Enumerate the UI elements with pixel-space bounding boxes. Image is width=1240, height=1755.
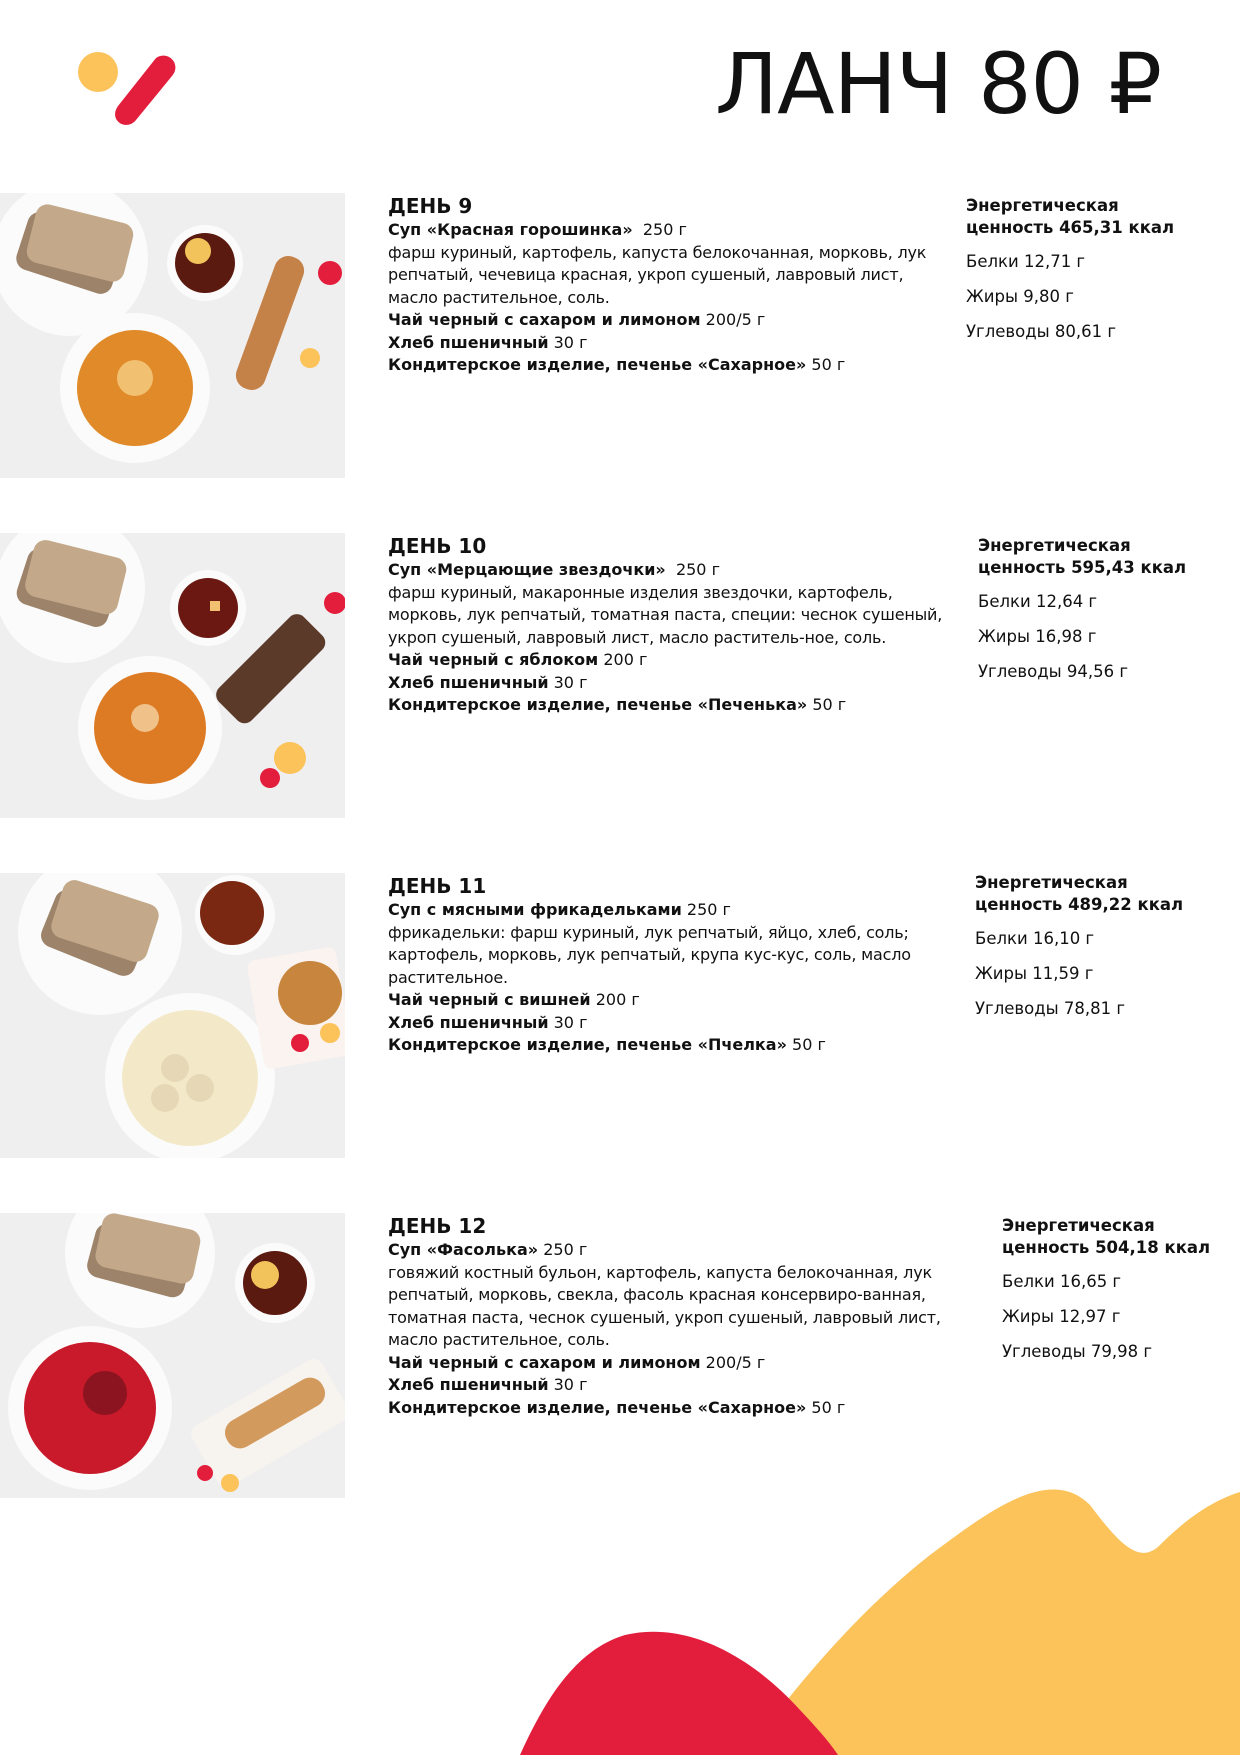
day-section xyxy=(0,193,1240,478)
energy-kcal: ценность 489,22 ккал xyxy=(975,895,1184,914)
page-title: ЛАНЧ 80 ₽ xyxy=(715,35,1162,133)
proteins: Белки 12,71 г xyxy=(966,252,1086,271)
menu-description xyxy=(388,1213,948,1419)
soup-weight: 250 г xyxy=(675,560,720,579)
ingredients-text: говяжий костный бульон, картофель, капуста белокочанная, лук репчатый, морковь, свекла, фасоль красная консервиро-ванная, томатная паста, чеснок сушеный, укроп сушеный, лавровый лист, масло растительное, соль. xyxy=(388,1262,941,1349)
ingredients-text: фарш куриный, картофель, капуста белокочанная, морковь, лук репчатый, чечевица красная, укроп сушеный, лавровый лист, масло растительное, соль. xyxy=(388,242,927,307)
day-section xyxy=(0,533,1240,818)
day-title: ДЕНЬ 9 xyxy=(388,194,473,218)
drink-name: Чай черный с яблоком xyxy=(388,650,599,669)
carbs: Углеводы 80,61 г xyxy=(966,322,1117,341)
day-section xyxy=(0,1213,1240,1498)
day-title: ДЕНЬ 11 xyxy=(388,874,487,898)
dessert-weight: 50 г xyxy=(811,1397,846,1417)
menu-description xyxy=(388,873,948,1057)
carbs: Углеводы 94,56 г xyxy=(978,662,1129,681)
dessert-line xyxy=(388,354,948,377)
soup-line xyxy=(388,559,948,582)
bread-name: Хлеб пшеничный xyxy=(388,1375,549,1394)
drink-name: Чай черный с вишней xyxy=(388,990,591,1009)
fats: Жиры 11,59 г xyxy=(975,964,1094,983)
decorative-waves xyxy=(0,1470,1240,1755)
drink-line xyxy=(388,649,948,672)
soup-line xyxy=(388,1239,948,1262)
brand-logo xyxy=(78,50,178,130)
ingredients-text: фрикадельки: фарш куриный, лук репчатый, яйцо, хлеб, соль; картофель, морковь, лук репчатый, крупа кус-кус, соль, масло растительное. xyxy=(388,922,911,987)
bread-line xyxy=(388,1374,948,1397)
carbs: Углеводы 79,98 г xyxy=(1002,1342,1153,1361)
day-title: ДЕНЬ 10 xyxy=(388,534,487,558)
drink-weight: 200/5 г xyxy=(705,1352,766,1372)
bread-weight: 30 г xyxy=(553,1012,588,1032)
dessert-name: Кондитерское изделие, печенье «Сахарное» xyxy=(388,1397,807,1417)
proteins: Белки 16,65 г xyxy=(1002,1272,1122,1291)
soup-weight: 250 г xyxy=(543,1240,588,1259)
soup-weight: 250 г xyxy=(642,220,687,239)
bread-name: Хлеб пшеничный xyxy=(388,1012,549,1032)
meal-photo xyxy=(0,1213,345,1498)
energy-label: Энергетическая xyxy=(978,536,1131,555)
bread-weight: 30 г xyxy=(553,1375,588,1394)
bread-name: Хлеб пшеничный xyxy=(388,672,549,692)
soup-name: Суп «Мерцающие звездочки» xyxy=(388,560,666,579)
carbs: Углеводы 78,81 г xyxy=(975,999,1126,1018)
fats: Жиры 9,80 г xyxy=(966,287,1074,306)
meal-photo xyxy=(0,193,345,478)
energy-value xyxy=(966,195,1226,239)
soup-line xyxy=(388,899,948,922)
bread-line xyxy=(388,332,948,355)
drink-line xyxy=(388,989,948,1012)
drink-line xyxy=(388,1352,948,1375)
energy-kcal: ценность 595,43 ккал xyxy=(978,558,1187,577)
energy-label: Энергетическая xyxy=(975,873,1128,892)
menu-description xyxy=(388,533,948,717)
menu-description xyxy=(388,193,948,377)
energy-value xyxy=(975,872,1235,916)
day-title: ДЕНЬ 12 xyxy=(388,1214,487,1238)
dessert-name: Кондитерское изделие, печенье «Пчелка» xyxy=(388,1035,787,1054)
nutrition-panel xyxy=(978,535,1238,695)
dessert-weight: 50 г xyxy=(812,695,847,714)
energy-value xyxy=(978,535,1238,579)
fats: Жиры 12,97 г xyxy=(1002,1307,1121,1326)
proteins: Белки 16,10 г xyxy=(975,929,1095,948)
bread-weight: 30 г xyxy=(553,332,588,352)
energy-value xyxy=(1002,1215,1240,1259)
soup-name: Суп «Красная горошинка» xyxy=(388,220,633,239)
nutrition-panel xyxy=(1002,1215,1240,1375)
energy-kcal: ценность 504,18 ккал xyxy=(1002,1238,1211,1257)
dessert-weight: 50 г xyxy=(792,1035,826,1054)
soup-line xyxy=(388,219,948,242)
soup-weight: 250 г xyxy=(686,900,731,919)
dessert-weight: 50 г xyxy=(811,355,846,374)
drink-weight: 200 г xyxy=(603,650,648,669)
energy-kcal: ценность 465,31 ккал xyxy=(966,218,1175,237)
bread-weight: 30 г xyxy=(553,672,588,692)
dessert-line xyxy=(388,1034,948,1057)
bread-name: Хлеб пшеничный xyxy=(388,332,549,352)
dessert-line xyxy=(388,694,948,717)
soup-name: Суп с мясными фрикадельками xyxy=(388,900,682,919)
nutrition-panel xyxy=(966,195,1226,355)
drink-weight: 200 г xyxy=(595,990,640,1009)
meal-photo xyxy=(0,873,345,1158)
energy-label: Энергетическая xyxy=(1002,1216,1155,1235)
dessert-name: Кондитерское изделие, печенье «Сахарное» xyxy=(388,355,807,374)
drink-weight: 200/5 г xyxy=(705,310,766,329)
drink-name: Чай черный с сахаром и лимоном xyxy=(388,1352,701,1372)
dessert-name: Кондитерское изделие, печенье «Печенька» xyxy=(388,695,808,714)
dessert-line xyxy=(388,1397,948,1420)
day-section xyxy=(0,873,1240,1158)
bread-line xyxy=(388,672,948,695)
drink-line xyxy=(388,309,948,332)
soup-name: Суп «Фасолька» xyxy=(388,1240,539,1259)
bread-line xyxy=(388,1012,948,1035)
fats: Жиры 16,98 г xyxy=(978,627,1097,646)
drink-name: Чай черный с сахаром и лимоном xyxy=(388,310,701,329)
nutrition-panel xyxy=(975,872,1235,1032)
ingredients-text: фарш куриный, макаронные изделия звездочки, картофель, морковь, лук репчатый, томатная паста, специи: чеснок сушеный, укроп сушеный, лавровый лист, масло раститель-ное, соль. xyxy=(388,582,943,647)
proteins: Белки 12,64 г xyxy=(978,592,1098,611)
meal-photo xyxy=(0,533,345,818)
energy-label: Энергетическая xyxy=(966,196,1119,215)
